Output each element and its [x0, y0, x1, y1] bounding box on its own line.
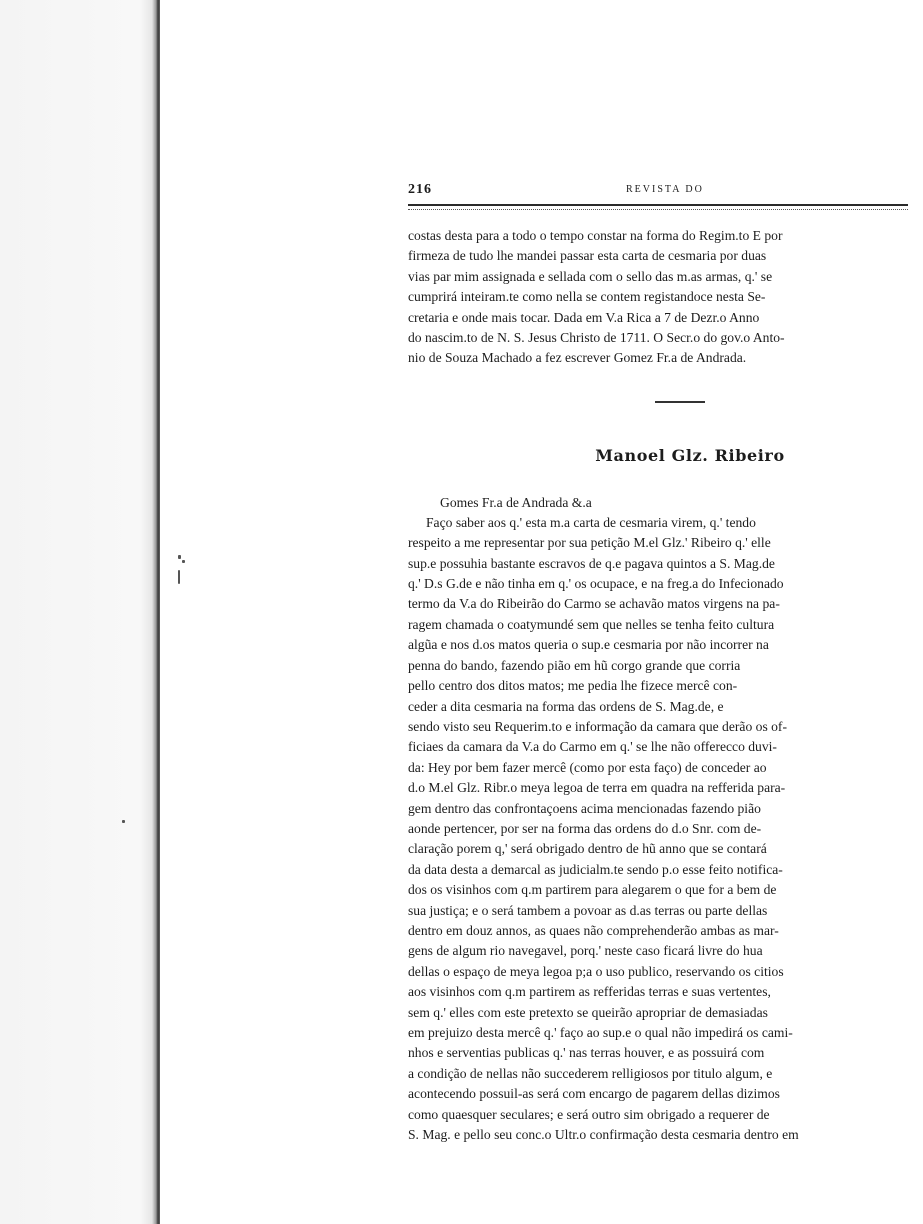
text-line: d.o M.el Glz. Ribr.o meya legoa de terra em quadra na refferida para- — [408, 780, 786, 796]
text-line: ragem chamada o coatymundé sem que nelles se tenha feito cultura — [408, 616, 775, 632]
text-line: S. Mag. e pello seu conc.o Ultr.o confirmação desta cesmaria dentro em — [408, 1127, 799, 1143]
text-line: sem q.' elles com este pretexto se queirão apropriar de demasiadas — [408, 1004, 768, 1020]
text-line: acontecendo possuil-as será com encargo de pagarem dellas dizimos — [408, 1086, 780, 1102]
text-line: aos visinhos com q.m partirem as refferidas terras e suas vertentes, — [408, 984, 771, 1000]
text-line: nhos e serventias publicas q.' nas terras houver, e as possuirá com — [408, 1045, 765, 1061]
text-line: gem dentro das confrontaçoens acima mencionadas fazendo pião — [408, 800, 761, 816]
text-line: termo da V.a do Ribeirão do Carmo se achavão matos virgens na pa- — [408, 596, 780, 612]
text-line: ceder a dita cesmaria na forma das ordens de S. Mag.de, e — [408, 698, 724, 714]
page-number: 216 — [408, 182, 432, 197]
text-line: q.' D.s G.de e não tinha em q.' os ocupace, e na freg.a do Infecionado — [408, 576, 784, 592]
text-line: da data desta a demarcal as judicialm.te sendo p.o esse feito notifica- — [408, 861, 783, 877]
text-line: sendo visto seu Requerim.to e informação da camara que derão os of- — [408, 718, 787, 734]
text-line: a condição de nellas não succederem relligiosos por titulo algum, e — [408, 1065, 773, 1081]
text-line: nio de Souza Machado a fez escrever Gomez Fr.a de Andrada. — [408, 350, 747, 366]
text-line: ficiaes da camara da V.a do Carmo em q.' se lhe não offerecco duvi- — [408, 739, 777, 755]
text-line: aonde pertencer, por ser na forma das ordens do d.o Snr. com de- — [408, 820, 762, 836]
gutter-specks — [178, 0, 192, 1224]
text-line: dellas o espaço de meya legoa p;a o uso publico, reservando os citios — [408, 963, 784, 979]
text-line: em prejuizo desta mercê q.' faço ao sup.e o qual não impedirá os cami- — [408, 1025, 793, 1040]
text-line: claração porem q,' será obrigado dentro de hũ anno que se contará — [408, 841, 767, 857]
text-line: sup.e possuhia bastante escravos de q.e pagava quintos a S. Mag.de — [408, 555, 775, 571]
text-line: costas desta para a todo o tempo constar na forma do Regim.to E por — [408, 228, 783, 243]
text-line: dos os visinhos com q.m partirem para alegarem o que for a bem de — [408, 882, 777, 898]
text-line: do nascim.to de N. S. Jesus Christo de 1711. O Secr.o do gov.o Anto- — [408, 330, 785, 346]
text-line: pello centro dos ditos matos; me pedia lhe fizece mercê con- — [408, 678, 738, 694]
text-line: dentro em douz annos, as quaes não comprehenderão ambas as mar- — [408, 922, 779, 938]
text-line: penna do bando, fazendo pião em hũ corgo grande que corria — [408, 657, 741, 673]
text-line: cumprirá inteiram.te como nella se contem registandoce nesta Se- — [408, 289, 766, 305]
section-heading: Manoel Glz. Ribeiro — [595, 445, 785, 465]
book-page — [408, 180, 908, 1145]
text-line: sua justiça; e o será tambem a povoar as d.as terras ou parte dellas — [408, 902, 768, 918]
text-line: da: Hey por bem fazer mercê (como por esta faço) de conceder ao — [408, 759, 767, 775]
running-head — [408, 180, 908, 202]
text-line: algũa e nos d.os matos queria o sup.e cesmaria por não incorrer na — [408, 637, 769, 653]
section-ornament — [655, 401, 705, 406]
first-paragraph — [408, 226, 908, 369]
text-line: vias par mim assignada e sellada com o sello das m.as armas, q.' se — [408, 268, 773, 284]
book-spine-shadow — [0, 0, 160, 1224]
text-line: Faço saber aos q.' esta m.a carta de cesmaria virem, q.' tendo — [426, 514, 756, 530]
salutation: Gomes Fr.a de Andrada &.a — [440, 494, 592, 510]
text-line: firmeza de tudo lhe mandei passar esta carta de cesmaria por duas — [408, 248, 767, 264]
text-line: respeito a me representar por sua petição M.el Glz.' Ribeiro q.' elle — [408, 535, 771, 551]
second-paragraph — [408, 513, 908, 1146]
text-line: como quaesquer seculares; e será outro sim obrigado a requerer de — [408, 1106, 770, 1122]
running-title: REVISTA DO — [626, 184, 704, 195]
text-line: gens de algum rio navegavel, porq.' neste caso ficará livre do hua — [408, 943, 763, 959]
header-rule — [408, 204, 908, 210]
text-line: cretaria e onde mais tocar. Dada em V.a Rica a 7 de Dezr.o Anno — [408, 309, 760, 325]
